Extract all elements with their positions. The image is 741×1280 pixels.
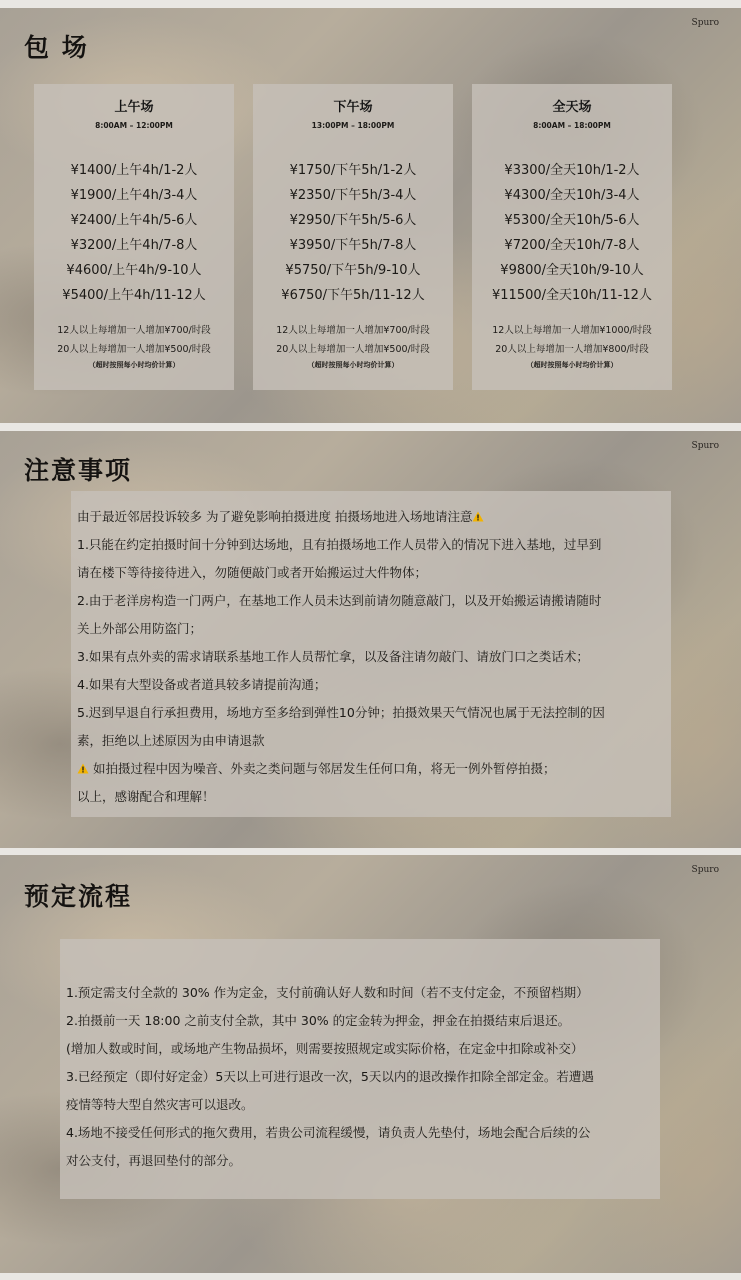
overtime-note: （超时按照每小时均价计算）: [307, 361, 399, 369]
notice-panel: [0, 431, 741, 848]
overtime-note: （超时按照每小时均价计算）: [526, 361, 618, 369]
notice-closing: 以上，感谢配合和理解！: [77, 789, 215, 804]
notice-line: 关上外部公用防盗门；: [77, 621, 203, 636]
card-time: 13:00PM – 18:00PM: [311, 121, 395, 130]
notice-line: 1.只能在约定拍摄时间十分钟到达场地，且有拍摄场地工作人员带入的情况下进入基地，过早到: [77, 537, 602, 552]
notice-line: 3.如果有点外卖的需求请联系基地工作人员帮忙拿，以及备注请勿敲门、请放门口之类话术；: [77, 649, 589, 664]
notice-line: 5.迟到早退自行承担费用，场地方至多给到弹性10分钟；拍摄效果天气情况也属于无法控制的因: [77, 705, 605, 720]
price-item: ¥4300/全天10h/3-4人: [504, 188, 640, 203]
price-list: [34, 158, 234, 308]
price-item: ¥2950/下午5h/5-6人: [289, 213, 417, 228]
notice-intro: 由于最近邻居投诉较多 为了避免影响拍摄进度 拍摄场地进入场地请注意: [77, 503, 671, 531]
brand-label: Spuro: [691, 441, 719, 451]
booking-line: 4.场地不接受任何形式的拖欠费用，若贵公司流程缓慢，请负责人先垫付，场地会配合后续的公: [66, 1125, 591, 1140]
booking-line: 对公支付，再退回垫付的部分。: [66, 1153, 242, 1168]
price-item: ¥1900/上午4h/3-4人: [70, 188, 198, 203]
notice-line: 素，拒绝以上述原因为由申请退款: [77, 733, 265, 748]
extra-fee-note: 12人以上每增加一人增加¥1000/时段: [492, 325, 652, 336]
price-list: [253, 158, 453, 308]
price-item: ¥3950/下午5h/7-8人: [289, 238, 417, 253]
booking-line: 1.预定需支付全款的 30% 作为定金，支付前确认好人数和时间（若不支付定金，不预留档期）: [66, 985, 589, 1000]
package-card-fullday: [472, 84, 672, 390]
overtime-note: （超时按照每小时均价计算）: [88, 361, 180, 369]
card-notes: [472, 321, 672, 371]
notice-line: 2.由于老洋房构造一门两户，在基地工作人员未达到前请勿随意敲门，以及开始搬运请搬请随时: [77, 593, 602, 608]
price-item: ¥6750/下午5h/11-12人: [281, 288, 425, 303]
card-title: 全天场: [552, 100, 592, 115]
price-item: ¥1750/下午5h/1-2人: [289, 163, 417, 178]
extra-fee-note: 20人以上每增加一人增加¥500/时段: [276, 344, 430, 355]
price-item: ¥9800/全天10h/9-10人: [500, 263, 644, 278]
price-item: ¥11500/全天10h/11-12人: [492, 288, 652, 303]
package-card-afternoon: [253, 84, 453, 390]
price-item: ¥3300/全天10h/1-2人: [504, 163, 640, 178]
price-item: ¥5300/全天10h/5-6人: [504, 213, 640, 228]
booking-line: 2.拍摄前一天 18:00 之前支付全款，其中 30% 的定金转为押金，押金在拍摄结束后退还。: [66, 1013, 571, 1028]
card-title: 上午场: [114, 100, 154, 115]
warning-icon: [77, 763, 89, 774]
booking-line: 3.已经预定（即付好定金）5天以上可进行退改一次，5天以内的退改操作扣除全部定金。若遭遇: [66, 1069, 594, 1084]
extra-fee-note: 20人以上每增加一人增加¥500/时段: [57, 344, 211, 355]
notice-title: 注意事项: [24, 456, 133, 485]
price-item: ¥5750/下午5h/9-10人: [285, 263, 421, 278]
package-card-morning: [34, 84, 234, 390]
price-item: ¥2350/下午5h/3-4人: [289, 188, 417, 203]
card-title: 下午场: [333, 100, 373, 115]
booking-line: (增加人数或时间，或场地产生物品损坏，则需要按照规定或实际价格，在定金中扣除或补交）: [66, 1041, 584, 1056]
notice-box: [71, 491, 671, 817]
extra-fee-note: 12人以上每增加一人增加¥700/时段: [57, 325, 211, 336]
price-item: ¥2400/上午4h/5-6人: [70, 213, 198, 228]
booking-title: 预定流程: [24, 882, 133, 911]
price-item: ¥3200/上午4h/7-8人: [70, 238, 198, 253]
price-item: ¥1400/上午4h/1-2人: [70, 163, 198, 178]
package-title: 包 场: [24, 33, 89, 62]
notice-line: 4.如果有大型设备或者道具较多请提前沟通；: [77, 677, 327, 692]
card-notes: [253, 321, 453, 371]
notice-warning: 如拍摄过程中因为噪音、外卖之类问题与邻居发生任何口角，将无一例外暂停拍摄；: [77, 755, 671, 783]
extra-fee-note: 12人以上每增加一人增加¥700/时段: [276, 325, 430, 336]
extra-fee-note: 20人以上每增加一人增加¥800/时段: [495, 344, 649, 355]
card-time: 8:00AM – 12:00PM: [95, 121, 173, 130]
brand-label: Spuro: [691, 865, 719, 875]
brand-label: Spuro: [691, 18, 719, 28]
package-panel: [0, 8, 741, 423]
booking-box: [60, 939, 660, 1199]
booking-panel: [0, 855, 741, 1273]
card-notes: [34, 321, 234, 371]
price-item: ¥5400/上午4h/11-12人: [62, 288, 206, 303]
price-list: [472, 158, 672, 308]
warning-icon: [472, 511, 484, 522]
price-item: ¥4600/上午4h/9-10人: [66, 263, 202, 278]
notice-line: 请在楼下等待接待进入，勿随便敲门或者开始搬运过大件物体；: [77, 565, 428, 580]
price-item: ¥7200/全天10h/7-8人: [504, 238, 640, 253]
booking-line: 疫情等特大型自然灾害可以退改。: [66, 1097, 254, 1112]
card-time: 8:00AM – 18:00PM: [533, 121, 611, 130]
